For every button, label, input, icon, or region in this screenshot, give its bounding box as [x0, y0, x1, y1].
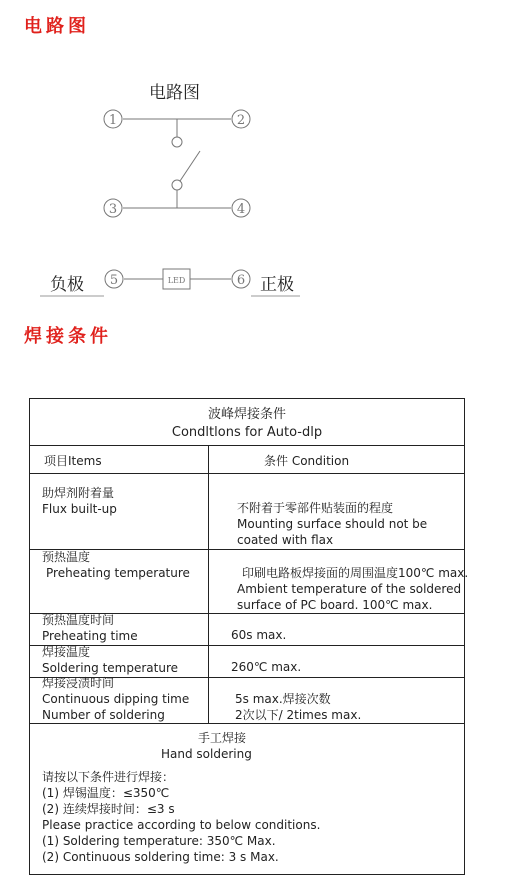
switch-lever — [180, 151, 200, 181]
row-cond: 印刷电路板焊接面的周围温度100℃ max. — [242, 566, 469, 580]
row-item-en: Soldering temperature — [42, 661, 179, 675]
divider — [30, 445, 464, 446]
negative-label: 负极 — [50, 275, 84, 295]
svg-text:5: 5 — [109, 273, 119, 288]
led-label: LED — [167, 276, 186, 285]
divider — [30, 645, 464, 646]
row-cond: 2次以下/ 2times max. — [235, 708, 362, 722]
hand-line: (2) Continuous soldering time: 3 s Max. — [42, 850, 279, 864]
circuit-section-title: 电路图 — [24, 16, 90, 37]
hand-title-en: Hand soldering — [161, 747, 252, 761]
row-item-en: Preheating temperature — [46, 566, 190, 580]
pin-3 — [104, 199, 122, 217]
row-item-en: Flux built-up — [42, 502, 117, 516]
row-cond: coated with flax — [237, 533, 334, 547]
column-divider — [208, 445, 209, 723]
positive-label: 正极 — [260, 275, 294, 295]
divider — [30, 473, 464, 474]
row-cond: surface of PC board. 100℃ max. — [237, 598, 433, 612]
row-cond: 260℃ max. — [231, 660, 302, 674]
row-cond: 60s max. — [231, 628, 287, 642]
hand-line: (1) Soldering temperature: 350℃ Max. — [42, 834, 276, 848]
switch-contact-bottom — [172, 180, 182, 190]
solder-conditions-table — [29, 398, 469, 875]
header-condition: 条件 Condition — [264, 454, 350, 468]
pin-5 — [105, 270, 123, 288]
row-item-en: Preheating time — [42, 629, 138, 643]
circuit-label: 电路图 — [149, 83, 200, 103]
hand-line: (1) 焊锡温度：≤350℃ — [42, 786, 170, 800]
divider — [30, 549, 464, 550]
row-cond: Ambient temperature of the soldered — [237, 582, 462, 596]
pin-6 — [232, 270, 250, 288]
hand-line: (2) 连续焊接时间：≤3 s — [42, 802, 175, 816]
svg-text:1: 1 — [108, 113, 118, 128]
svg-text:3: 3 — [108, 202, 118, 217]
table-title-cn: 波峰焊接条件 — [207, 407, 286, 422]
svg-text:2: 2 — [236, 113, 246, 128]
row-item-en: Continuous dipping time — [42, 692, 190, 706]
solder-section-title: 焊接条件 — [24, 326, 112, 347]
row-item-cn: 预热温度时间 — [42, 613, 115, 627]
svg-text:4: 4 — [236, 202, 246, 217]
row-cond: 不附着于零部件贴装面的程度 — [237, 501, 394, 515]
pin-2 — [232, 110, 250, 128]
row-cond: 5s max.焊接次数 — [235, 692, 331, 706]
pin-1 — [104, 110, 122, 128]
header-item: 项目Items — [44, 454, 102, 468]
table-title-en: Condltlons for Auto-dlp — [171, 425, 323, 440]
row-item-cn: 助焊剂附着量 — [42, 486, 115, 500]
divider — [30, 723, 464, 724]
row-item-cn: 焊接浸渍时间 — [42, 676, 115, 690]
row-item-cn: 焊接温度 — [42, 645, 91, 659]
row-item-cn: 预热温度 — [42, 550, 91, 564]
hand-title-cn: 手工焊接 — [198, 731, 247, 745]
row-item-en2: Number of soldering — [42, 708, 165, 722]
hand-line: Please practice according to below conditions. — [42, 818, 321, 832]
hand-line: 请按以下条件进行焊接： — [42, 770, 175, 784]
row-cond: Mounting surface should not be — [237, 517, 428, 531]
circuit-diagram — [0, 70, 509, 300]
switch-contact-top — [172, 137, 182, 147]
svg-text:6: 6 — [236, 273, 246, 288]
pin-4 — [232, 199, 250, 217]
